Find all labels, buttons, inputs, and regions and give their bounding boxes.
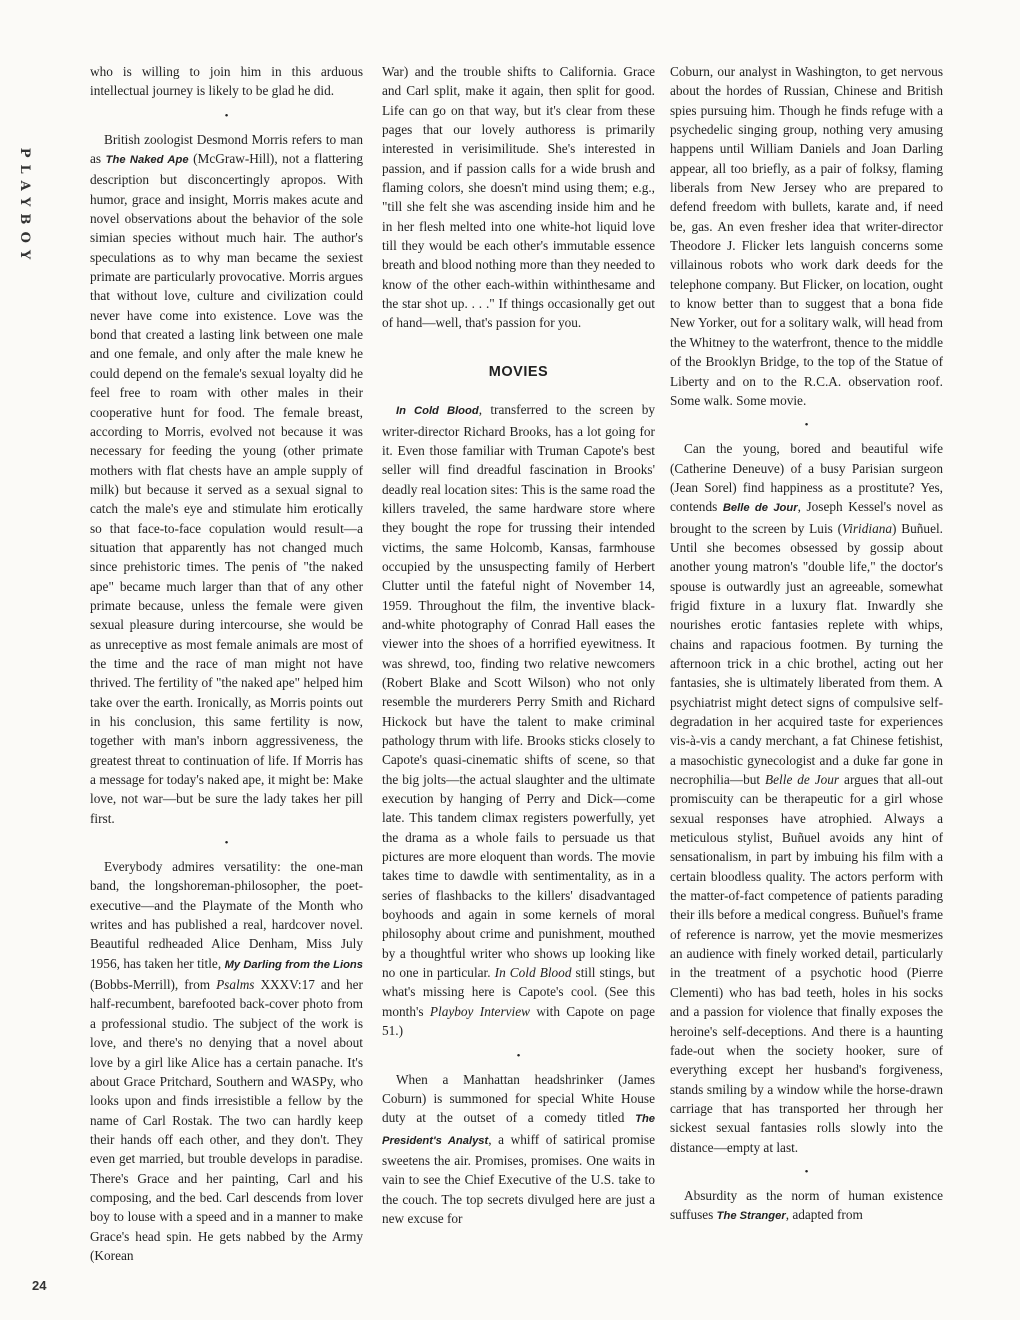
movie-title: The President's Analyst <box>382 1113 655 1147</box>
paragraph-in-cold-blood: In Cold Blood, transferred to the screen by writer-director Richard Brooks, has a lot going for it. Even those familiar with Truman Capote's best seller will find dreadful fascination in Brooks' deadly real location sites: This is the same road the killers traveled, the same hardware store where they bought the rope for trussing their intended victims, the same Holcomb, Kansas, farmhouse occupied by the unsuspecting family of Herbert Clutter until the fateful night of November 14, 1959. Throughout the film, the inventive black-and-white photography of Conrad Hall eases the viewer into the shoes of a horrified eyewitness. It was shrewd, too, finding two relative newcomers (Robert Blake and Scott Wilson) who not only resemble the murderers Perry Smith and Richard Hickock but have the talent to make criminal pathology thrum with life. Brooks sticks closely to Capote's quasi-cinematic shifts of scene, so that the big jolts—the actual slaughter and the ultimate execution by hanging of Perry and Dick—come late. This tandem climax registers powerfully, yet the drama as a whole fails to persuade us that pictures are more eloquent than words. The movie takes time to dawdle with sentimentality, as in a series of flashbacks to the killers' disadvantaged boyhoods and again in some kernels of moral philosophy about crime and punishment, mouthed by a thoughtful writer who shows up looking like no one in particular. In Cold Blood still stings, but what's missing here is Capote's cool. (See this month's Playboy Interview with Capote on page 51.) <box>382 402 655 1039</box>
paragraph-presidents-analyst: When a Manhattan headshrinker (James Coburn) is summoned for special White House duty at the outset of a comedy titled The President's Analyst, a whiff of satirical promise sweetens the air. Promises, promises. One waits in vain to see the Chief Executive of the U.S. take to the couch. The top secrets divulged here are just a new excuse for <box>382 1071 655 1226</box>
separator-bullet: • <box>804 419 809 432</box>
movie-title: Belle de Jour <box>765 772 840 788</box>
book-title: Psalms <box>216 977 255 993</box>
separator-bullet: • <box>224 837 229 850</box>
movie-title: Belle de Jour <box>722 502 798 515</box>
separator-bullet: • <box>804 1165 809 1178</box>
movie-title: In Cold Blood <box>494 965 572 981</box>
separator-bullet: • <box>224 109 229 122</box>
separator-bullet: • <box>516 1049 521 1062</box>
column-3 <box>670 62 943 1288</box>
column-2 <box>382 62 655 1288</box>
movie-title: In Cold Blood <box>396 405 479 418</box>
book-title: My Darling from the Lions <box>224 958 363 971</box>
magazine-name <box>17 62 57 267</box>
paragraph-the-stranger: Absurdity as the norm of human existence suffuses The Stranger, adapted from <box>670 1187 943 1223</box>
column-1 <box>90 62 363 1288</box>
book-title: The Naked Ape <box>105 154 189 167</box>
movie-title: The Stranger <box>716 1210 786 1223</box>
movie-title: Viridiana <box>842 520 893 536</box>
feature-title: Playboy Interview <box>429 1003 530 1019</box>
paragraph-darling-lions: Everybody admires versatility: the one-man band, the longshoreman-philosopher, the poet-executive—and the Playmate of the Month who writes and has published a real, hardcover novel. Beautiful redheaded Alice Denham, Miss July 1956, has taken her title, My Darling from the Lions (Bobbs-Merrill), from Psalms XXXV:17 and her half-recumbent, barefooted back-cover photo from a professional studio. The subject of the work is love, and there's no denying that a novel about love by a girl like Alice has a certain panache. It's about Grace Pritchard, Southern and WASPy, who looks upon and finds irresistible a fellow by the name of Carl Rostak. The two can hardly keep their hands off each other, and they don't. They even get married, but trouble develops in paradise. There's Grace and her painting, Carl and his composing, and the bed. Carl descends from lover boy to louse with a speed and in a manner to make Grace's head spin. He gets nabbed by the Army (Korean <box>90 859 363 1263</box>
paragraph: Coburn, our analyst in Washington, to get nervous about the hordes of Russian, Chinese and British spies pursuing him. Though he finds refuge with a psychedelic singing group, nothing very amusing happens until William Daniels and Joan Darling appear, all too briefly, as a pair of folksy, flaming liberals from New Jersey who are prepared to defend freedom with bullets, karate and, if need be, gas. An even fresher idea that writer-director Theodore J. Flicker lets languish concerns some villainous robots who work dark deeds for the telephone company. But Flicker, on location, ought to know better than to suggest that a bona fide New Yorker, out for a solitary walk, will head from the Whitney to the waterfront, thence to the middle of the Brooklyn Bridge, to the top of the Statue of Liberty and on to the R.C.A. observation roof. Some walk. Some movie. <box>670 64 943 408</box>
paragraph: who is willing to join him in this arduous intellectual journey is likely to be glad he did. <box>90 64 363 99</box>
paragraph-belle-de-jour: Can the young, bored and beautiful wife (Catherine Deneuve) of a busy Parisian surgeon (Jean Sorel) find happiness as a prostitute? Yes, contends Belle de Jour, Joseph Kessel's novel as brought to the screen by Luis (Viridiana) Buñuel. Until she becomes obsessed by gossip about another young matron's "double life," the doctor's spouse is outwardly just an agreeable, somewhat frigid fixture in a luxury flat. Inwardly she nourishes erotic fantasies replete with whips, chains and rapacious footmen. By turning the afternoon trick in a chic brothel, acting out her fantasies, she is ultimately liberated from them. A psychiatrist might detect signs of compulsive self-degradation in her acquired taste for experiences vis-à-vis a candy merchant, a fat Chinese fetishist, a masochistic gynecologist and a duke far gone in necrophilia—but Belle de Jour argues that all-out promiscuity can be therapeutic for a girl whose sexual responses have atrophied. Always a meticulous stylist, Buñuel avoids any hint of sensationalism, in part by imbuing his film with a certain bloodless quality. The actors perform with the matter-of-fact competence of patients parading their ills before a medical congress. Buñuel's frame of reference is narrow, yet the movie mesmerizes an audience with finely worked detail, particularly in the treatment of a psychotic hood (Pierre Clementi) who has bad teeth, holes in his socks and a passion for violence that finally exposes the heroine's self-deceptions. And there is a haunting fade-out when the society hooker, sure of everything except her husband's forgiveness, stands smiling by a window while the horse-drawn carriage that has transported her through her sickest sexual fantasies rolls slowly into the distance—empty at last. <box>670 441 943 1155</box>
page-number: 24 <box>32 1278 47 1293</box>
paragraph: War) and the trouble shifts to California. Grace and Carl split, make it again, then split for good. Life can go on that way, but it's clear from these pages that our lovely authoress is primarily interested in verisimilitude. She's interested in passion, and if passion calls for a wide brush and flaming colors, she doesn't mind using them; e.g., "till she felt she was ascending inside him and he in her flesh melted into one white-hot liquid love till they would be each other's immutable essence breath and blood nothing more than they needed to know of the other each-within withinthesame and the star shot up. . . ." If things occasionally get out of hand—well, that's passion for you. <box>382 64 655 331</box>
section-heading: MOVIES <box>488 363 549 380</box>
paragraph-naked-ape: British zoologist Desmond Morris refers to man as The Naked Ape (McGraw-Hill), not a flattering description but disconcertingly apropos. With humor, grace and insight, Morris makes acute and novel observations about the behavior of the sole simian species without much hair. The author's speculations as to why man became the sexiest primate are particularly provocative. Morris argues that without love, culture and civilization could never have come into existence. Love was the bond that created a lasting link between one male and one female, and only after the male knew he could depend on the female's sexual loyalty did he feel free to roam with other males in their cooperative hunt for food. The female breast, according to Morris, evolved not because it was necessary for feeding the young (other primate mothers with flat chests have an ample supply of milk) but because it served as a sexual signal to catch the male's eye and stimulate him erotically so that face-to-face copulation would result—a situation that apparently has not changed much since prehistoric times. The penis of "the naked ape" became much larger than that of any other primate because, unless the female were given sexual pleasure during intercourse, she would be as unreceptive as most female animals are most of the time and the race of man might not have thrived. The fertility of "the naked ape" helped him take over the earth. Ironically, as Morris points out in his conclusion, this same fertility is now, together with man's inborn aggressiveness, the greatest threat to continuation of life. If Morris has a message for today's naked ape, it might be: Make love, not war—but be sure the lady takes her pill first. <box>90 131 363 826</box>
magazine-name-text: PLAYBOY <box>17 147 32 267</box>
